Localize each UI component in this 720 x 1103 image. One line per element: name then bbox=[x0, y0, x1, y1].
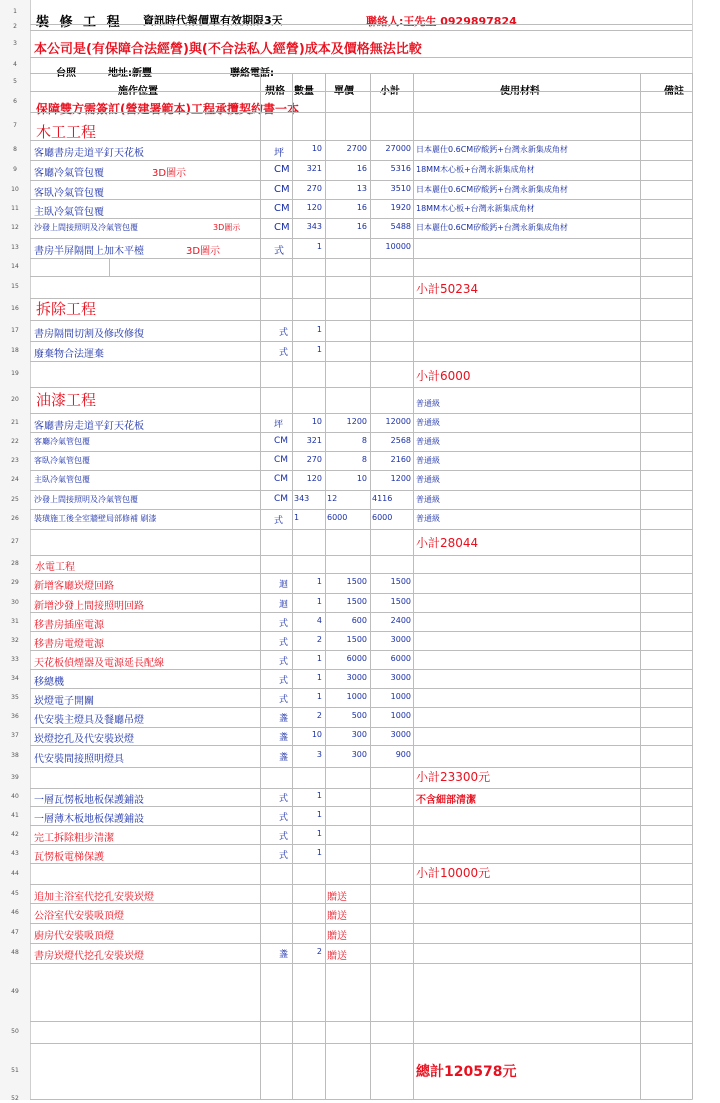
paint-item-price: 6000 bbox=[327, 513, 348, 522]
row-number: 25 bbox=[11, 495, 19, 503]
row-divider bbox=[30, 688, 692, 689]
phone-label: 聯絡電話: bbox=[230, 68, 274, 79]
paint-item-spec: CM bbox=[274, 454, 289, 465]
gift-item-spec: 盞 bbox=[279, 950, 289, 960]
row-number: 47 bbox=[11, 929, 19, 936]
electric-item-spec: 盞 bbox=[279, 753, 289, 763]
row-number: 11 bbox=[11, 204, 19, 212]
row-divider bbox=[30, 387, 692, 388]
client-label: 台照 bbox=[56, 68, 76, 79]
electric-item-spec: 迴 bbox=[279, 599, 289, 610]
electric-item-spec: 盞 bbox=[279, 733, 289, 743]
row-divider bbox=[30, 24, 692, 25]
section-title-wood: 木工工程 bbox=[36, 123, 97, 141]
paint-item-name: 客廳冷氣管包覆 bbox=[34, 436, 90, 446]
paint-item-material: 普通級 bbox=[416, 417, 440, 427]
row-divider bbox=[30, 923, 692, 924]
row-divider bbox=[30, 140, 692, 141]
electric-item-subtotal: 1000 bbox=[390, 691, 411, 701]
row-divider bbox=[30, 943, 692, 944]
electric-item-price: 300 bbox=[351, 750, 367, 759]
row-divider bbox=[30, 806, 692, 807]
company-headline: 本公司是(有保障合法經營)與(不合法私人經營)成本及價格無法比較 bbox=[34, 42, 422, 57]
gift-item-name: 廚房代安裝吸頂燈 bbox=[34, 931, 114, 942]
row-divider bbox=[30, 573, 692, 574]
row-divider bbox=[30, 593, 692, 594]
section-title-demolition: 拆除工程 bbox=[36, 300, 97, 318]
row-number: 29 bbox=[11, 579, 19, 586]
row-divider bbox=[30, 276, 692, 277]
electric-item-qty: 1 bbox=[316, 577, 322, 586]
electric-item-qty: 10 bbox=[311, 730, 322, 739]
electric-item-subtotal: 1500 bbox=[390, 596, 411, 606]
paint-item-name: 客臥冷氣管包覆 bbox=[34, 455, 90, 465]
row-number: 50 bbox=[11, 1028, 19, 1035]
demolition-item-spec: 式 bbox=[279, 348, 289, 358]
paint-item-qty: 120 bbox=[306, 474, 322, 483]
doc-title: 裝 修 工 程 bbox=[36, 15, 123, 30]
col-header-spec: 規格 bbox=[265, 86, 285, 97]
row-divider bbox=[30, 669, 692, 670]
wood-item-name: 客廳冷氣管包覆 bbox=[34, 168, 104, 179]
wood-item-spec: CM bbox=[274, 164, 290, 175]
wood-item-qty: 270 bbox=[306, 183, 322, 193]
electric-item-subtotal: 2400 bbox=[390, 615, 411, 625]
electric-item-price: 1500 bbox=[346, 634, 367, 644]
electric-item-price: 3000 bbox=[346, 672, 367, 682]
col-header-subtotal: 小計 bbox=[380, 86, 400, 97]
electric-item-name: 新增沙發上間接照明回路 bbox=[34, 600, 144, 612]
row-divider bbox=[30, 745, 692, 746]
protection-item-qty: 1 bbox=[316, 791, 322, 800]
row-divider bbox=[30, 707, 692, 708]
wood-item-price: 16 bbox=[356, 202, 367, 212]
paint-item-subtotal: 2160 bbox=[390, 454, 411, 464]
electric-item-name: 崁燈挖孔及代安裝崁燈 bbox=[34, 734, 134, 745]
row-number: 43 bbox=[11, 849, 19, 857]
demolition-subtotal: 小計6000 bbox=[416, 369, 471, 383]
row-number: 2 bbox=[13, 23, 17, 30]
row-divider bbox=[30, 963, 692, 964]
address-label: 地址:新豐 bbox=[108, 68, 152, 79]
electric-item-spec: 式 bbox=[279, 675, 289, 686]
wood-item-name: 書房半屏隔間上加木平檯 bbox=[34, 246, 144, 257]
paint-item-spec: CM bbox=[274, 474, 289, 484]
electric-item-price: 500 bbox=[351, 711, 367, 720]
row-number: 19 bbox=[11, 370, 19, 377]
row-number: 17 bbox=[11, 326, 19, 334]
electric-item-price: 1500 bbox=[346, 577, 367, 586]
row-divider bbox=[30, 825, 692, 826]
wood-item-subtotal: 5316 bbox=[390, 164, 411, 173]
gift-item-name: 追加主浴室代挖孔安裝崁燈 bbox=[34, 891, 154, 903]
electric-item-subtotal: 1500 bbox=[390, 577, 411, 586]
wood-item-material: 18MM木心板+台灣永新集成角材 bbox=[416, 203, 535, 213]
electric-item-subtotal: 3000 bbox=[390, 672, 411, 682]
wood-item-spec: CM bbox=[274, 222, 290, 233]
row-number: 4 bbox=[13, 61, 17, 68]
paint-item-subtotal: 4116 bbox=[372, 493, 393, 503]
row-divider bbox=[30, 320, 692, 321]
row-divider bbox=[30, 844, 692, 845]
gift-item-qty: 2 bbox=[316, 947, 322, 956]
row-divider bbox=[30, 650, 692, 651]
demolition-item-name: 廢棄物合法運棄 bbox=[34, 349, 104, 360]
row-number: 6 bbox=[13, 97, 17, 105]
electric-item-price: 600 bbox=[351, 615, 367, 625]
protection-item-qty: 1 bbox=[316, 847, 322, 857]
contract-note: 保障雙方需簽訂(營建署範本)工程承攬契約書一本 bbox=[36, 102, 299, 116]
electric-item-name: 天花板偵煙器及電源延長配線 bbox=[34, 657, 164, 669]
row-number: 14 bbox=[11, 263, 19, 270]
paint-item-price: 1200 bbox=[346, 416, 367, 426]
paint-item-price: 10 bbox=[356, 474, 367, 483]
paint-item-name: 沙發上間接照明及冷氣管包覆 bbox=[34, 494, 138, 504]
paint-item-qty: 270 bbox=[306, 454, 322, 464]
protection-item-spec: 式 bbox=[279, 794, 289, 804]
row-number: 16 bbox=[11, 305, 19, 312]
paint-item-subtotal: 1200 bbox=[390, 474, 411, 483]
row-number: 52 bbox=[11, 1095, 19, 1102]
row-divider bbox=[30, 490, 692, 491]
electric-item-qty: 1 bbox=[316, 691, 322, 701]
section-title-electric: 水電工程 bbox=[35, 562, 75, 573]
gift-item-price: 贈送 bbox=[327, 891, 347, 903]
electric-item-name: 移總機 bbox=[34, 676, 64, 688]
wood-item-spec: 坪 bbox=[274, 148, 284, 159]
wood-item-subtotal: 3510 bbox=[390, 183, 411, 193]
column-divider bbox=[260, 73, 261, 1099]
wood-item-subtotal: 1920 bbox=[390, 202, 411, 212]
validity-note: 資訊時代報價單有效期限3天 bbox=[143, 14, 283, 27]
paint-item-price: 12 bbox=[327, 493, 338, 503]
row-number: 8 bbox=[13, 146, 17, 153]
row-number: 3 bbox=[13, 39, 17, 47]
paint-item-subtotal: 12000 bbox=[385, 416, 411, 426]
protection-item-qty: 1 bbox=[316, 809, 322, 819]
wood-item-qty: 321 bbox=[306, 164, 322, 173]
protection-subtotal: 小計10000元 bbox=[416, 866, 491, 880]
row-divider bbox=[30, 238, 692, 239]
wood-item-qty: 10 bbox=[311, 144, 322, 153]
row-divider bbox=[30, 767, 692, 768]
paint-item-spec: CM bbox=[274, 493, 289, 504]
row-number: 51 bbox=[11, 1067, 19, 1074]
row-number: 45 bbox=[11, 889, 19, 897]
electric-item-qty: 2 bbox=[316, 634, 322, 644]
electric-item-price: 300 bbox=[351, 730, 367, 739]
demolition-item-qty: 1 bbox=[316, 345, 322, 354]
wood-item-price: 16 bbox=[356, 164, 367, 173]
wood-item-name: 客廳書房走道平釘天花板 bbox=[34, 148, 144, 159]
paint-item-qty: 10 bbox=[311, 416, 322, 426]
column-divider bbox=[413, 73, 414, 1099]
row-divider bbox=[30, 470, 692, 471]
row-divider bbox=[30, 1021, 692, 1022]
wood-item-name: 沙發上間接照明及冷氣管包覆 bbox=[34, 223, 138, 232]
row-divider bbox=[30, 884, 692, 885]
electric-item-price: 1500 bbox=[346, 596, 367, 606]
paint-item-subtotal: 6000 bbox=[372, 513, 393, 522]
electric-item-name: 新增客廳崁燈回路 bbox=[34, 581, 114, 592]
row-number: 42 bbox=[11, 830, 19, 838]
paint-item-material: 普通級 bbox=[416, 436, 440, 446]
row-divider bbox=[30, 788, 692, 789]
row-number: 7 bbox=[13, 122, 17, 129]
gift-item-price: 贈送 bbox=[327, 951, 347, 962]
row-divider bbox=[30, 555, 692, 556]
row-divider bbox=[30, 112, 692, 113]
wood-item-price: 2700 bbox=[346, 144, 367, 153]
electric-item-subtotal: 6000 bbox=[390, 653, 411, 663]
electric-item-price: 6000 bbox=[346, 653, 367, 663]
row-number: 32 bbox=[11, 636, 19, 644]
electric-item-qty: 2 bbox=[316, 711, 322, 720]
row-number: 38 bbox=[11, 752, 19, 759]
electric-item-subtotal: 3000 bbox=[390, 730, 411, 739]
row-number: 10 bbox=[11, 185, 19, 193]
row-number: 24 bbox=[11, 476, 19, 483]
row-divider bbox=[30, 529, 692, 530]
row-divider bbox=[30, 413, 692, 414]
wood-item-3d-tag: 3D圖示 bbox=[152, 168, 187, 179]
row-divider bbox=[30, 727, 692, 728]
row-divider bbox=[30, 432, 692, 433]
col-header-price: 單價 bbox=[334, 86, 354, 97]
row-number: 9 bbox=[13, 166, 17, 173]
electric-subtotal: 小計23300元 bbox=[416, 770, 491, 784]
demolition-item-spec: 式 bbox=[279, 327, 289, 338]
row-number: 31 bbox=[11, 617, 19, 625]
gift-item-price: 贈送 bbox=[327, 931, 347, 942]
row-number: 13 bbox=[11, 244, 19, 251]
wood-item-subtotal: 27000 bbox=[385, 144, 411, 153]
electric-item-name: 移書房電燈電源 bbox=[34, 638, 104, 650]
col-header-qty: 數量 bbox=[294, 86, 314, 97]
paint-item-price: 8 bbox=[361, 454, 367, 464]
wood-subtotal: 小計50234 bbox=[416, 282, 479, 296]
paint-item-qty: 1 bbox=[294, 513, 300, 522]
row-number: 49 bbox=[11, 988, 19, 995]
row-number: 23 bbox=[11, 456, 19, 464]
row-number: 21 bbox=[11, 418, 19, 426]
protection-item-name: 一層瓦愣板地板保護鋪設 bbox=[34, 795, 144, 806]
wood-item-material: 18MM木心板+台灣永新集成角材 bbox=[416, 165, 535, 174]
wood-item-material: 日本麗仕0.6CM矽酸鈣+台灣永新集成角材 bbox=[416, 184, 568, 194]
row-number: 12 bbox=[11, 224, 19, 231]
protection-item-spec: 式 bbox=[279, 831, 289, 842]
row-divider bbox=[30, 1043, 692, 1044]
row-number: 5 bbox=[13, 78, 17, 85]
electric-item-name: 代安裝間接照明燈具 bbox=[34, 754, 124, 765]
wood-item-material: 日本麗仕0.6CM矽酸鈣+台灣永新集成角材 bbox=[416, 145, 568, 154]
electric-item-subtotal: 900 bbox=[395, 750, 411, 759]
column-divider bbox=[692, 73, 693, 1099]
row-number: 18 bbox=[11, 347, 19, 354]
paint-item-name: 主臥冷氣管包覆 bbox=[34, 475, 90, 484]
wood-item-qty: 1 bbox=[316, 242, 322, 251]
paint-item-material: 普通級 bbox=[416, 455, 440, 465]
col-header-material: 使用材料 bbox=[500, 86, 540, 97]
row-number: 48 bbox=[11, 949, 19, 956]
row-divider bbox=[30, 509, 692, 510]
paint-item-qty: 321 bbox=[306, 435, 322, 445]
section-title-paint: 油漆工程 bbox=[36, 391, 97, 409]
wood-item-subtotal: 5488 bbox=[390, 222, 411, 231]
electric-item-qty: 3 bbox=[316, 750, 322, 759]
paint-item-material: 普通級 bbox=[416, 475, 440, 484]
row-divider bbox=[30, 73, 692, 74]
row-divider bbox=[30, 199, 692, 200]
row-divider bbox=[30, 91, 692, 92]
paint-grade-label: 普通級 bbox=[416, 399, 440, 408]
paint-item-spec: 式 bbox=[274, 516, 284, 526]
wood-item-price: 16 bbox=[356, 222, 367, 231]
row-number: 36 bbox=[11, 713, 19, 720]
gift-item-price: 贈送 bbox=[327, 911, 347, 922]
electric-item-spec: 式 bbox=[279, 637, 289, 648]
sheet-right-margin bbox=[692, 0, 720, 1100]
wood-item-name: 客臥冷氣管包覆 bbox=[34, 187, 104, 199]
electric-item-qty: 1 bbox=[316, 596, 322, 606]
electric-item-subtotal: 3000 bbox=[390, 634, 411, 644]
paint-item-spec: 坪 bbox=[274, 419, 284, 430]
row-number: 34 bbox=[11, 674, 19, 682]
paint-item-subtotal: 2568 bbox=[390, 435, 411, 445]
gift-item-name: 公浴室代安裝吸頂燈 bbox=[34, 911, 124, 922]
col-header-location: 施作位置 bbox=[118, 86, 158, 97]
wood-item-subtotal: 10000 bbox=[385, 242, 411, 251]
row-number: 39 bbox=[11, 773, 19, 781]
row-number: 40 bbox=[11, 793, 19, 800]
column-divider bbox=[109, 258, 110, 276]
row-divider bbox=[30, 258, 692, 259]
row-divider bbox=[30, 218, 692, 219]
row-number: 30 bbox=[11, 598, 19, 606]
row-number: 37 bbox=[11, 732, 19, 739]
row-divider bbox=[30, 612, 692, 613]
protection-item-name: 瓦愣板電梯保護 bbox=[34, 851, 104, 863]
row-number: 41 bbox=[11, 811, 19, 819]
row-divider bbox=[30, 863, 692, 864]
row-divider bbox=[30, 180, 692, 181]
row-number: 15 bbox=[11, 283, 19, 290]
paint-item-price: 8 bbox=[361, 435, 367, 445]
electric-item-spec: 式 bbox=[279, 618, 289, 629]
row-divider bbox=[30, 903, 692, 904]
protection-item-note: 不含細部清潔 bbox=[416, 795, 476, 806]
electric-item-name: 移書房插座電源 bbox=[34, 619, 104, 631]
wood-item-name: 主臥冷氣管包覆 bbox=[34, 206, 104, 218]
contact-info: 聯絡人:王先生 0929897824 bbox=[366, 15, 517, 28]
row-divider bbox=[30, 30, 692, 31]
wood-item-material: 日本麗仕0.6CM矽酸鈣+台灣永新集成角材 bbox=[416, 223, 568, 232]
electric-item-qty: 4 bbox=[316, 615, 322, 625]
row-divider bbox=[30, 631, 692, 632]
row-divider bbox=[30, 160, 692, 161]
row-number: 28 bbox=[11, 560, 19, 567]
paint-subtotal: 小計28044 bbox=[416, 536, 479, 550]
wood-item-price: 13 bbox=[356, 183, 367, 193]
col-header-note: 備註 bbox=[664, 86, 684, 97]
electric-item-qty: 1 bbox=[316, 672, 322, 682]
wood-item-spec: 式 bbox=[274, 246, 284, 257]
paint-item-name: 客廳書房走道平釘天花板 bbox=[34, 420, 144, 432]
row-number: 44 bbox=[11, 869, 19, 877]
column-divider bbox=[640, 73, 641, 1099]
paint-item-qty: 343 bbox=[294, 493, 310, 503]
row-divider bbox=[30, 341, 692, 342]
paint-item-spec: CM bbox=[274, 435, 289, 446]
row-number: 20 bbox=[11, 396, 19, 403]
electric-item-name: 代安裝主燈具及餐廳吊燈 bbox=[34, 715, 144, 726]
grand-total: 總計120578元 bbox=[416, 1064, 517, 1080]
row-number: 1 bbox=[13, 8, 17, 15]
row-number: 33 bbox=[11, 655, 19, 663]
protection-item-name: 完工拆除粗步清潔 bbox=[34, 832, 114, 844]
electric-item-subtotal: 1000 bbox=[390, 711, 411, 720]
row-number: 26 bbox=[11, 515, 19, 522]
wood-item-qty: 120 bbox=[306, 202, 322, 212]
row-number: 22 bbox=[11, 437, 19, 445]
row-divider bbox=[30, 361, 692, 362]
electric-item-spec: 式 bbox=[279, 694, 289, 705]
row-divider bbox=[30, 298, 692, 299]
protection-item-name: 一層薄木板地板保護鋪設 bbox=[34, 813, 144, 825]
electric-item-price: 1000 bbox=[346, 691, 367, 701]
electric-item-spec: 迴 bbox=[279, 580, 289, 590]
row-number: 46 bbox=[11, 909, 19, 916]
protection-item-spec: 式 bbox=[279, 812, 289, 823]
paint-item-material: 普通級 bbox=[416, 514, 440, 523]
electric-item-spec: 盞 bbox=[279, 714, 289, 724]
row-divider bbox=[30, 57, 692, 58]
row-divider bbox=[30, 451, 692, 452]
protection-item-qty: 1 bbox=[316, 828, 322, 838]
demolition-item-qty: 1 bbox=[316, 324, 322, 334]
wood-item-3d-tag: 3D圖示 bbox=[213, 223, 241, 232]
gift-item-name: 書房崁燈代挖孔安裝崁燈 bbox=[34, 951, 144, 962]
wood-item-spec: CM bbox=[274, 202, 290, 214]
row-number: 27 bbox=[11, 538, 19, 545]
row-number: 35 bbox=[11, 693, 19, 701]
electric-item-name: 崁燈電子開關 bbox=[34, 695, 94, 707]
wood-item-qty: 343 bbox=[306, 222, 322, 231]
paint-item-material: 普通級 bbox=[416, 494, 440, 504]
protection-item-spec: 式 bbox=[279, 850, 289, 861]
electric-item-qty: 1 bbox=[316, 653, 322, 663]
wood-item-spec: CM bbox=[274, 183, 290, 195]
demolition-item-name: 書房隔間切割及修改修復 bbox=[34, 328, 144, 340]
electric-item-spec: 式 bbox=[279, 656, 289, 667]
paint-item-name: 裝璜施工後全室牆壁局部修補 刷漆 bbox=[34, 514, 157, 523]
wood-item-3d-tag: 3D圖示 bbox=[186, 246, 221, 257]
